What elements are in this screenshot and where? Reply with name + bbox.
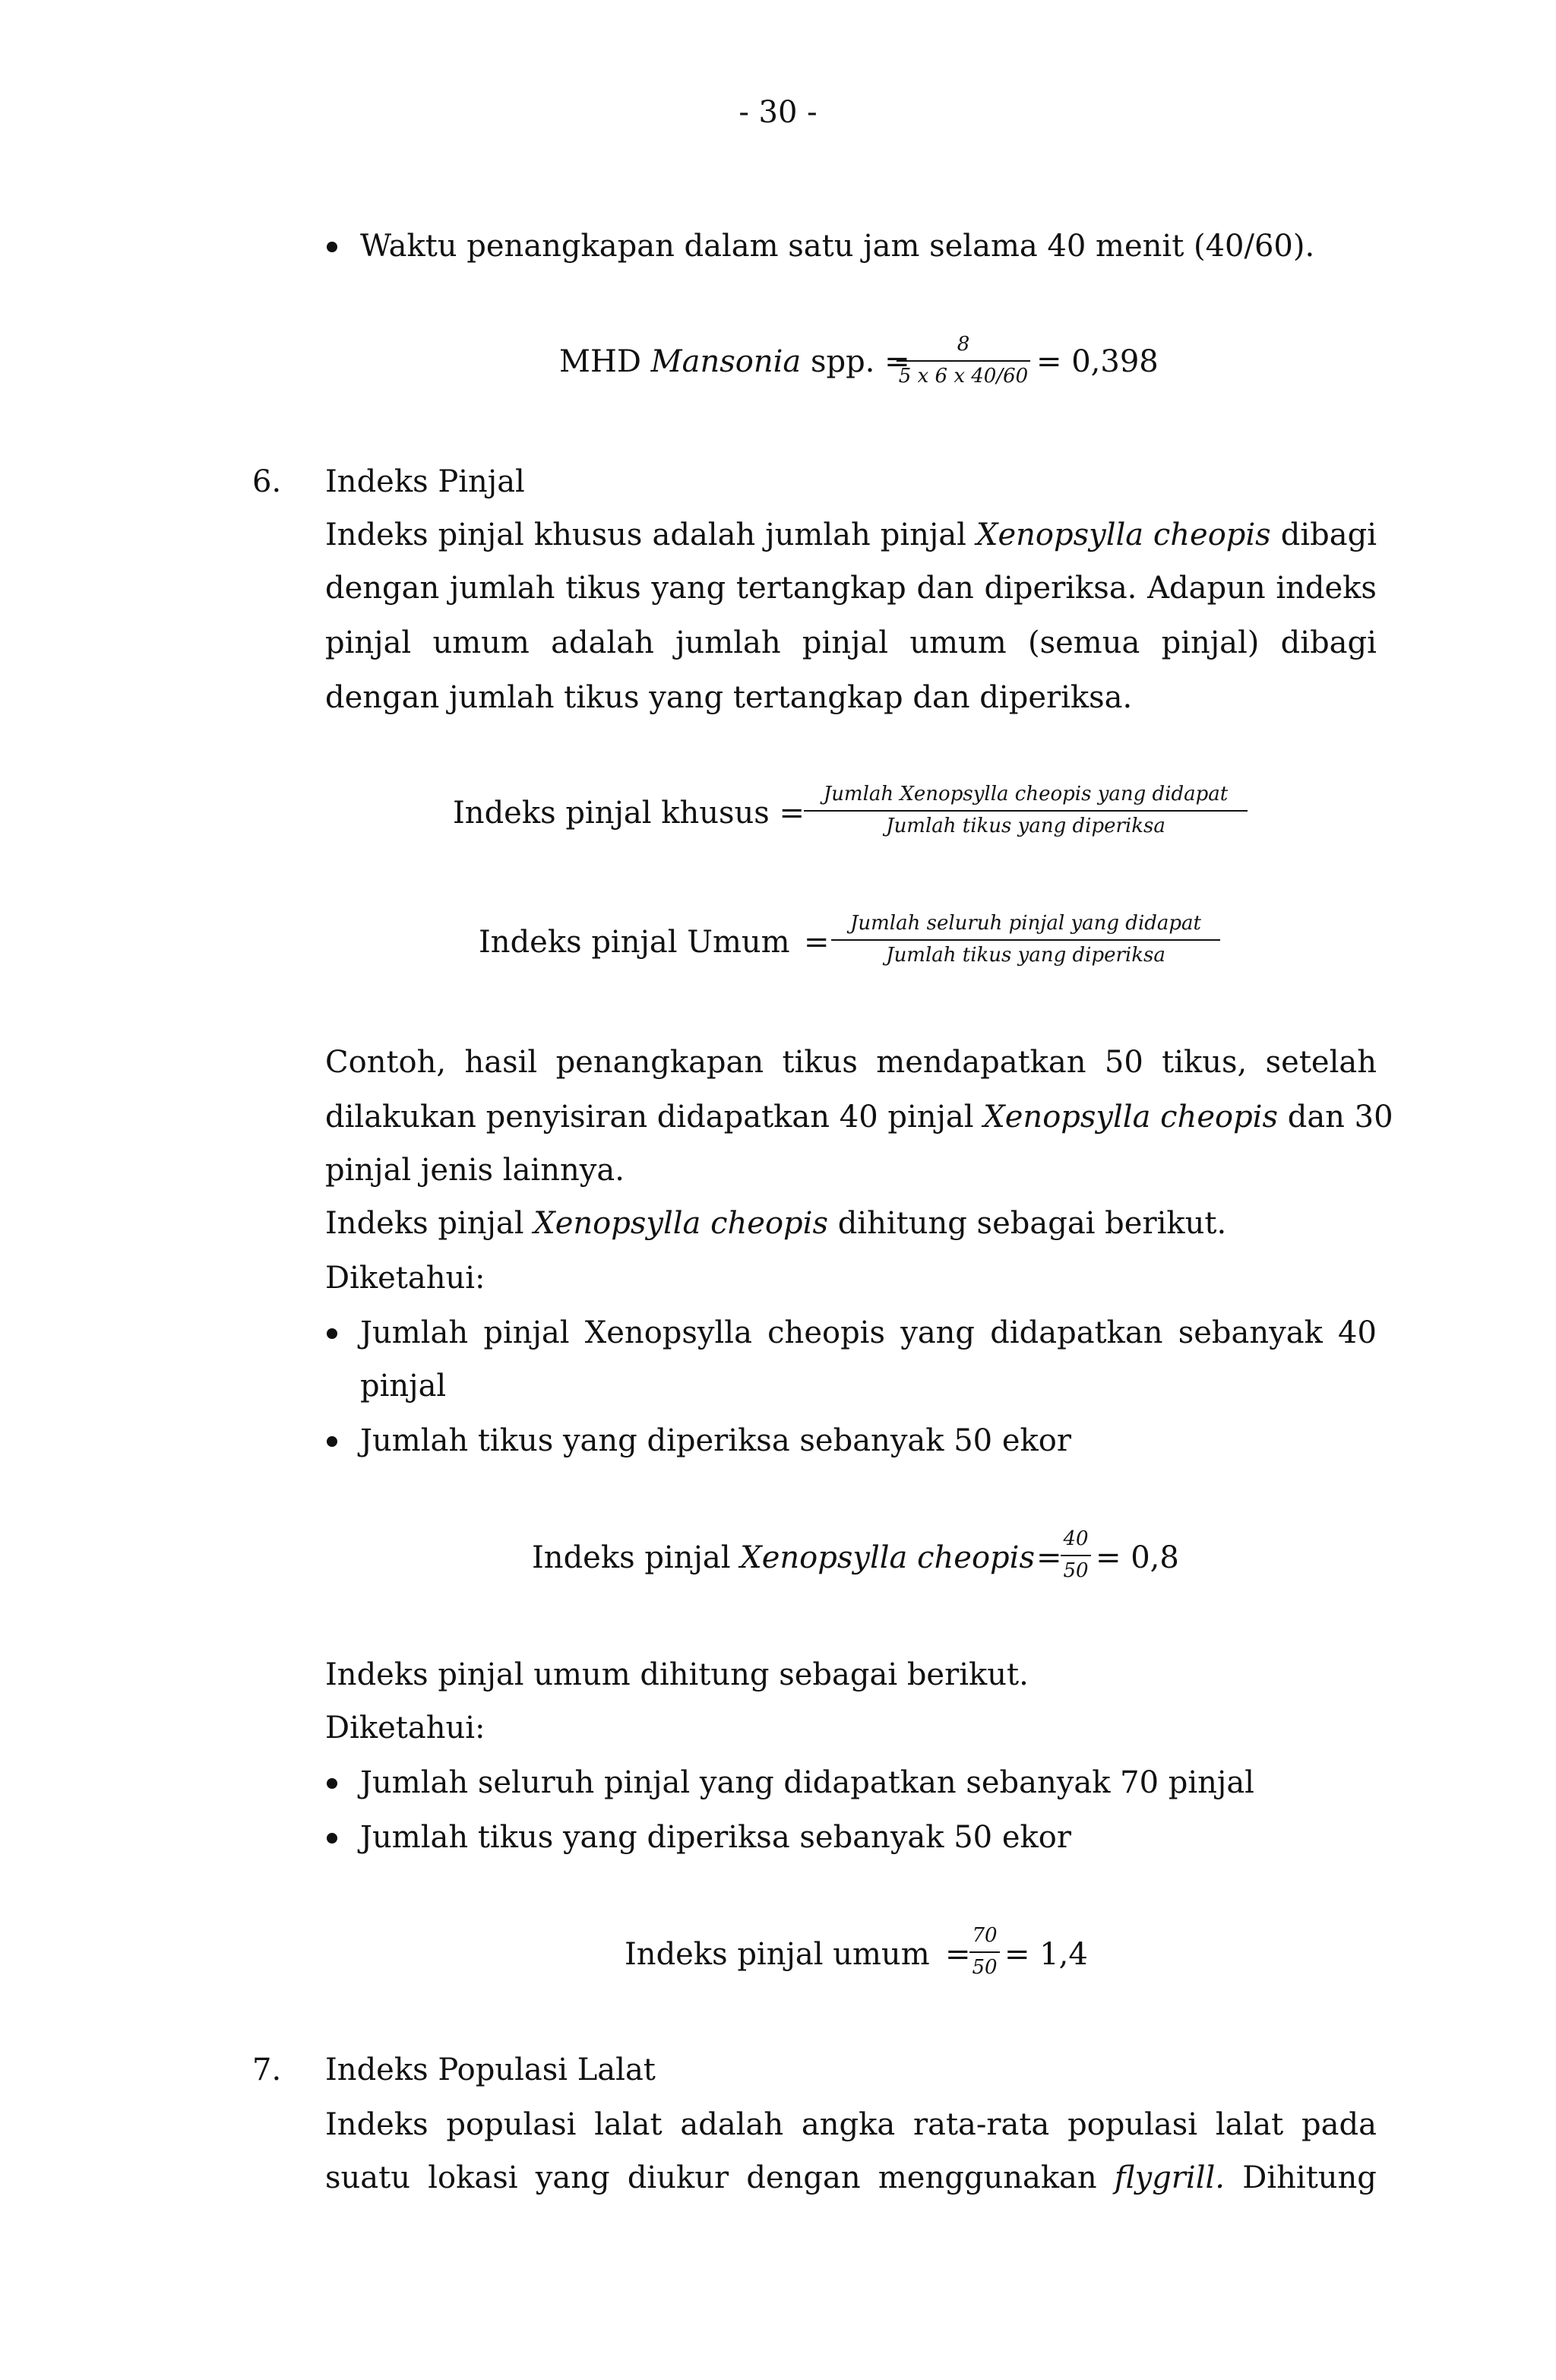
mhd-formula-label: MHD Mansonia spp. = bbox=[559, 344, 910, 379]
bullet-text: Jumlah tikus yang diperiksa sebanyak 50 ekor bbox=[360, 1820, 1071, 1855]
paragraph-line: Contoh, hasil penangkapan tikus mendapatkan 50 tikus, setelah bbox=[325, 1045, 1377, 1080]
mhd-result: = 0,398 bbox=[1036, 344, 1159, 379]
formula-umum-numerator: Jumlah seluruh pinjal yang didapat bbox=[849, 912, 1201, 935]
bullet-text: Jumlah seluruh pinjal yang didapatkan sebanyak 70 pinjal bbox=[360, 1765, 1254, 1800]
section-number: 7. bbox=[252, 2052, 282, 2087]
formula-xc-equals: = bbox=[1036, 1540, 1062, 1575]
formula-khusus-denominator: Jumlah tikus yang diperiksa bbox=[886, 815, 1165, 837]
bullet-text: Waktu penangkapan dalam satu jam selama 40 menit (40/60). bbox=[360, 229, 1315, 264]
section-heading: Indeks Populasi Lalat bbox=[325, 2052, 656, 2087]
section-heading: Indeks Pinjal bbox=[325, 464, 525, 499]
formula-umum-label: Indeks pinjal Umum bbox=[479, 925, 790, 960]
formula-khusus-label: Indeks pinjal khusus = bbox=[453, 796, 805, 831]
paragraph-line: pinjal umum adalah jumlah pinjal umum (semua pinjal) dibagi bbox=[325, 625, 1377, 660]
formula-xc-denominator: 50 bbox=[1063, 1559, 1089, 1582]
mhd-denominator: 5 x 6 x 40/60 bbox=[898, 365, 1029, 388]
bullet-text: Jumlah pinjal Xenopsylla cheopis yang didapatkan sebanyak 40 bbox=[360, 1315, 1377, 1350]
paragraph-line: dengan jumlah tikus yang tertangkap dan diperiksa. bbox=[325, 680, 1133, 715]
paragraph-line: Indeks populasi lalat adalah angka rata-rata populasi lalat pada bbox=[325, 2107, 1377, 2142]
paragraph-line: dengan jumlah tikus yang tertangkap dan diperiksa. Adapun indeks bbox=[325, 571, 1377, 606]
formula-xc-label: Indeks pinjal Xenopsylla cheopis bbox=[532, 1540, 1035, 1575]
formula-xc-result: = 0,8 bbox=[1096, 1540, 1179, 1575]
formula-result-fraction bbox=[969, 1926, 1000, 1977]
formula-khusus-numerator: Jumlah Xenopsylla cheopis yang didapat bbox=[823, 783, 1229, 805]
formula-result-label: Indeks pinjal umum bbox=[625, 1937, 930, 1972]
formula-result-equals: = bbox=[945, 1937, 971, 1972]
formula-result-numerator: 70 bbox=[972, 1924, 998, 1947]
bullet-dot bbox=[327, 1436, 337, 1447]
paragraph-line: pinjal jenis lainnya. bbox=[325, 1153, 625, 1188]
formula-xc-numerator: 40 bbox=[1063, 1527, 1089, 1550]
formula-khusus-fraction bbox=[804, 784, 1248, 836]
paragraph-line: Indeks pinjal khusus adalah jumlah pinjal Xenopsylla cheopis dibagi bbox=[325, 517, 1377, 552]
formula-umum-fraction bbox=[831, 913, 1220, 965]
formula-xc-fraction bbox=[1061, 1529, 1091, 1581]
paragraph-line: suatu lokasi yang diukur dengan menggunakan flygrill. Dihitung bbox=[325, 2160, 1377, 2195]
paragraph-line: dilakukan penyisiran didapatkan 40 pinjal Xenopsylla cheopis dan 30 bbox=[325, 1100, 1393, 1135]
mhd-fraction bbox=[897, 334, 1030, 386]
bullet-text-continued: pinjal bbox=[360, 1369, 447, 1404]
bullet-dot bbox=[327, 1328, 337, 1339]
known-label: Diketahui: bbox=[325, 1261, 485, 1296]
bullet-text: Jumlah tikus yang diperiksa sebanyak 50 ekor bbox=[360, 1423, 1071, 1458]
paragraph-line: Indeks pinjal Xenopsylla cheopis dihitung sebagai berikut. bbox=[325, 1206, 1227, 1241]
paragraph-line: Indeks pinjal umum dihitung sebagai berikut. bbox=[325, 1657, 1029, 1692]
formula-umum-equals: = bbox=[804, 925, 830, 960]
bullet-dot bbox=[327, 242, 337, 252]
bullet-dot bbox=[327, 1778, 337, 1789]
formula-result-denominator: 50 bbox=[972, 1956, 998, 1979]
page-number: - 30 - bbox=[738, 95, 818, 130]
bullet-dot bbox=[327, 1833, 337, 1844]
known-label: Diketahui: bbox=[325, 1711, 485, 1745]
formula-umum-denominator: Jumlah tikus yang diperiksa bbox=[886, 944, 1165, 967]
mhd-numerator: 8 bbox=[957, 333, 970, 356]
section-number: 6. bbox=[252, 464, 282, 499]
formula-result-value: = 1,4 bbox=[1004, 1937, 1088, 1972]
